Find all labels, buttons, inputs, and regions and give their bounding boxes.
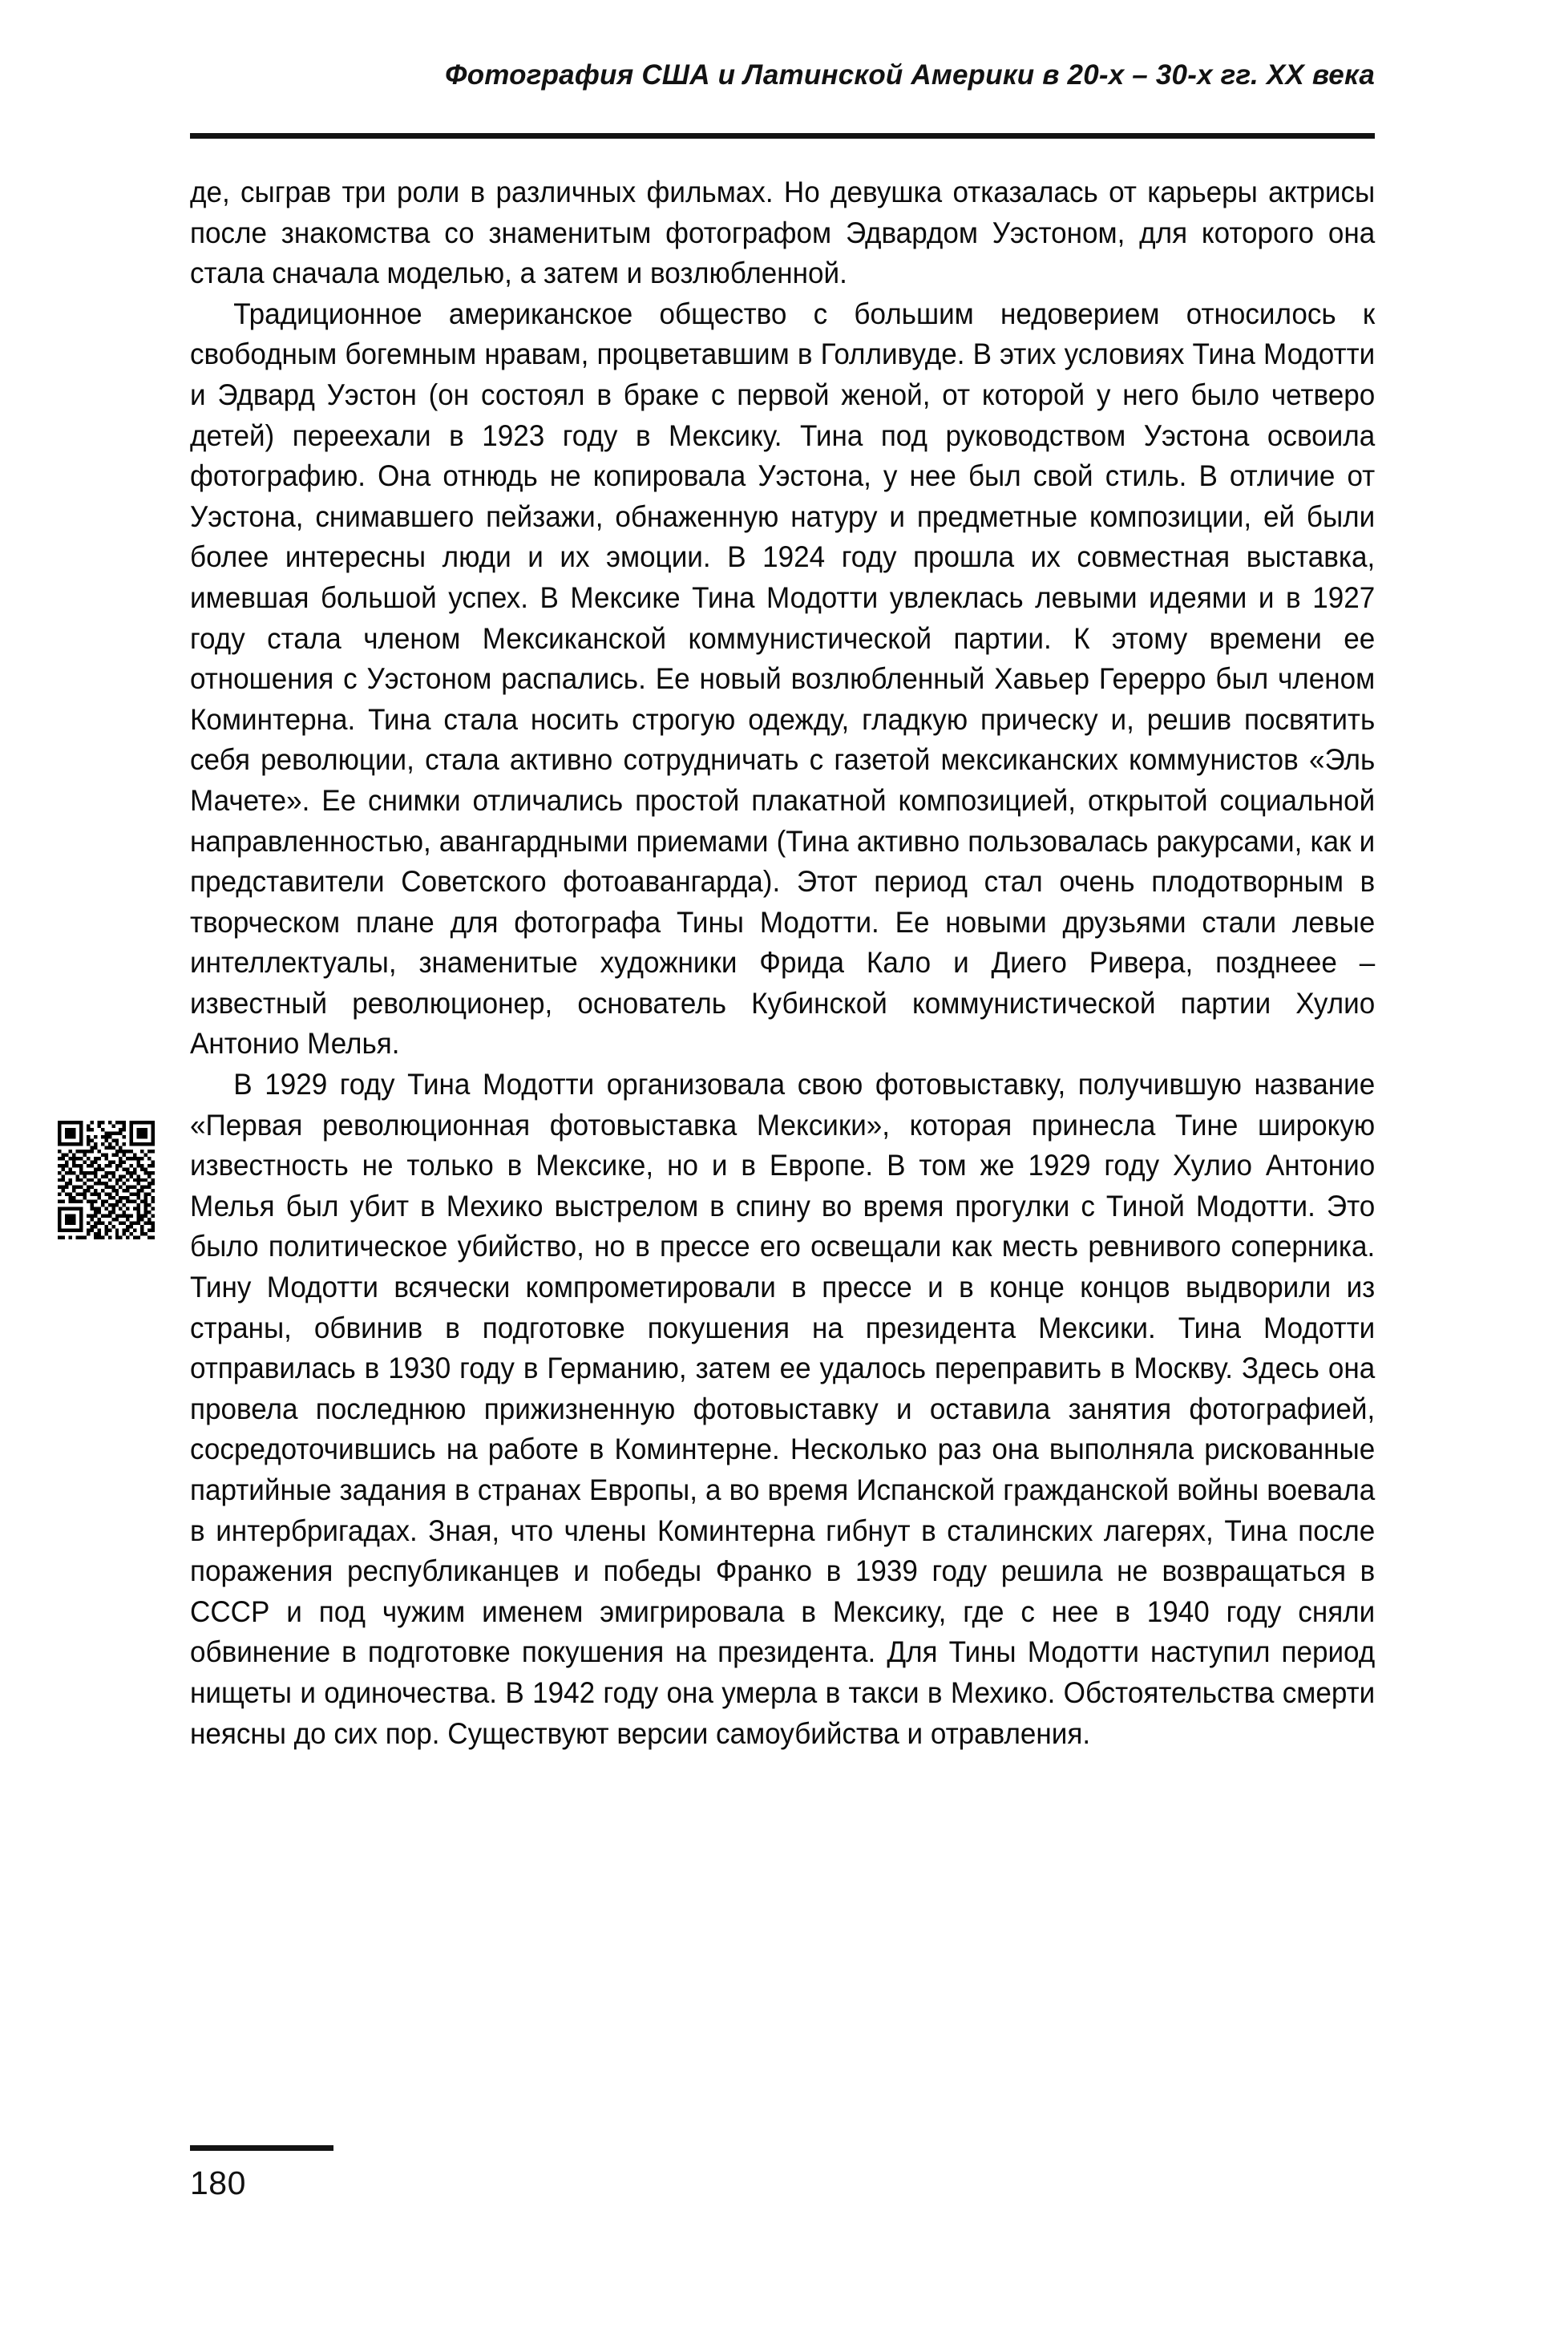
page-number: 180 [190, 2164, 246, 2201]
running-head: Фотография США и Латинской Америки в 20-х – 30-х гг. XX века [445, 59, 1375, 91]
paragraph-continued: де, сыграв три роли в различных фильмах. Но девушка отказалась от карьеры актрисы после знакомства со знаменитым фотографом Эдвардом Уэстоном, для которого она стала сначала моделью, а затем и возлюбленной. [190, 175, 1376, 290]
qr-code-icon [58, 1121, 176, 1239]
header-rule [190, 133, 1375, 139]
paragraph-1929-exhibition: В 1929 году Тина Модотти организовала свою фотовыставку, получившую название «Первая революционная фотовыставка Мексики», которая принесла Тине широкую известность не только в Мексике, но и в Европе. В том же 1929 году Хулио Антонио Мелья был убит в Мехико выстрелом в спину во время прогулки с Тиной Модотти. Это было политическое убийство, но в прессе его освещали как месть ревнивого соперника. Тину Модотти всячески компрометировали в прессе и в конце концов выдворили из страны, обвинив в подготовке покушения на президента Мексики. Тина Модотти отправилась в 1930 году в Германию, затем ее удалось переправить в Москву. Здесь она провела последнюю прижизненную фотовыставку и оставила занятия фотографией, сосредоточившись на работе в Коминтерне. Несколько раз она выполняла рискованные партийные задания в странах Европы, а во время Испанской гражданской войны воевала в интербригадах. Зная, что члены Коминтерна гибнут в сталинских лагерях, Тина после поражения республиканцев и победы Франко в 1939 году решила не возвращаться в СССР и под чужим именем эмигрировала в Мексику, где с нее в 1940 году сняли обвинение в подготовке покушения на президента. Для Тины Модотти наступил период нищеты и одиночества. В 1942 году она умерла в такси в Мехико. Обстоятельства смерти неясны до сих пор. Существуют версии самоубийства и отравления. [190, 1067, 1376, 1750]
text-column [190, 172, 1375, 1753]
paragraph-traditional-society: Традиционное американское общество с большим недоверием относилось к свободным богемным нравам, процветавшим в Голливуде. В этих условиях Тина Модотти и Эдвард Уэстон (он состоял в браке с первой женой, от которой у него было четверо детей) переехали в 1923 году в Мексику. Тина под руководством Уэстона освоила фотографию. Она отнюдь не копировала Уэстона, у нее был свой стиль. В отличие от Уэстона, снимавшего пейзажи, обнаженную натуру и предметные композиции, ей были более интересны люди и их эмоции. В 1924 году прошла их совместная выставка, имевшая большой успех. В Мексике Тина Модотти увлеклась левыми идеями и в 1927 году стала членом Мексиканской коммунистической партии. К этому времени ее отношения с Уэстоном распались. Ее новый возлюбленный Хавьер Герерро был членом Коминтерна. Тина стала носить строгую одежду, гладкую прическу и, решив посвятить себя революции, стала активно сотрудничать с газетой мексиканских коммунистов «Эль Мачете». Ее снимки отличались простой плакатной композицией, открытой социальной направленностью, авангардными приемами (Тина активно пользовалась ракурсами, как и представители Советского фотоавангарда). Этот период стал очень плодотворным в творческом плане для фотографа Тины Модотти. Ее новыми друзьями стали левые интеллектуалы, знаменитые художники Фрида Кало и Диего Ривера, позднеее – известный революционер, основатель Кубинской коммунистической партии Хулио Антонио Мелья. [190, 296, 1376, 1061]
footer-rule [190, 2145, 333, 2151]
